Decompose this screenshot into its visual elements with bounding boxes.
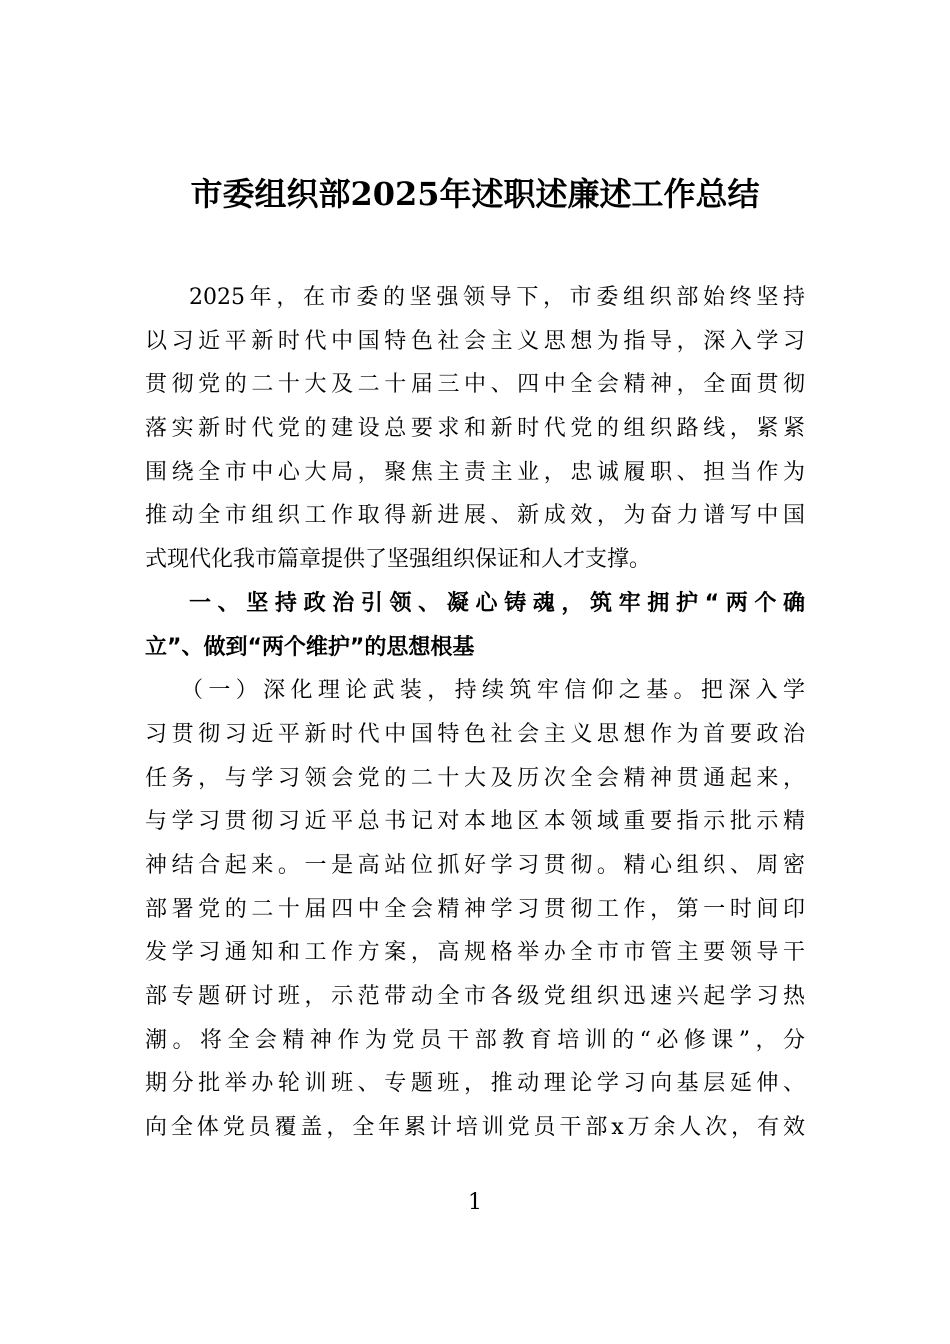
text-line: 式现代化我市篇章提供了坚强组织保证和人才支撑。 [145,547,652,573]
intro-paragraph [145,276,805,582]
text-line: 发学习通知和工作方案，高规格举办全市市管主要领导干 [145,940,805,966]
text-line: 任务，与学习领会党的二十大及历次全会精神贯通起来， [145,765,805,791]
text-line: 2025年，在市委的坚强领导下，市委组织部始终坚持 [189,285,805,310]
text-line: 潮。将全会精神作为党员干部教育培训的“必修课”，分 [145,1027,805,1053]
text-line: 神结合起来。一是高站位抓好学习贯彻。精心组织、周密 [145,852,805,878]
section-heading [145,582,805,669]
document-body [145,276,805,1150]
text-line: 期分批举办轮训班、专题班，推动理论学习向基层延伸、 [145,1071,805,1097]
heading-line: 一、坚持政治引领、凝心铸魂，筑牢拥护“两个确 [189,590,805,616]
heading-line: 立”、做到“两个维护”的思想根基 [145,634,475,660]
text-line: 落实新时代党的建设总要求和新时代党的组织路线，紧紧 [145,416,805,442]
page-number: 1 [468,1190,482,1215]
text-line: 与学习贯彻习近平总书记对本地区本领域重要指示批示精 [145,809,805,835]
subsection-paragraph [145,669,805,1150]
text-line: 部专题研讨班，示范带动全市各级党组织迅速兴起学习热 [145,984,805,1009]
text-line: 贯彻党的二十大及二十届三中、四中全会精神，全面贯彻 [145,372,805,398]
text-line: （一）深化理论武装，持续筑牢信仰之基。把深入学 [181,678,805,704]
text-line: 部署党的二十届四中全会精神学习贯彻工作，第一时间印 [145,896,805,922]
text-line: 围绕全市中心大局，聚焦主责主业，忠诚履职、担当作为 [145,459,805,485]
document-title: 市委组织部2025年述职述廉述工作总结 [190,175,760,213]
text-line: 以习近平新时代中国特色社会主义思想为指导，深入学习 [145,328,805,354]
text-line: 向全体党员覆盖，全年累计培训党员干部x万余人次，有效 [145,1115,805,1141]
text-line: 推动全市组织工作取得新进展、新成效，为奋力谱写中国 [145,503,805,529]
text-line: 习贯彻习近平新时代中国特色社会主义思想作为首要政治 [145,721,805,747]
